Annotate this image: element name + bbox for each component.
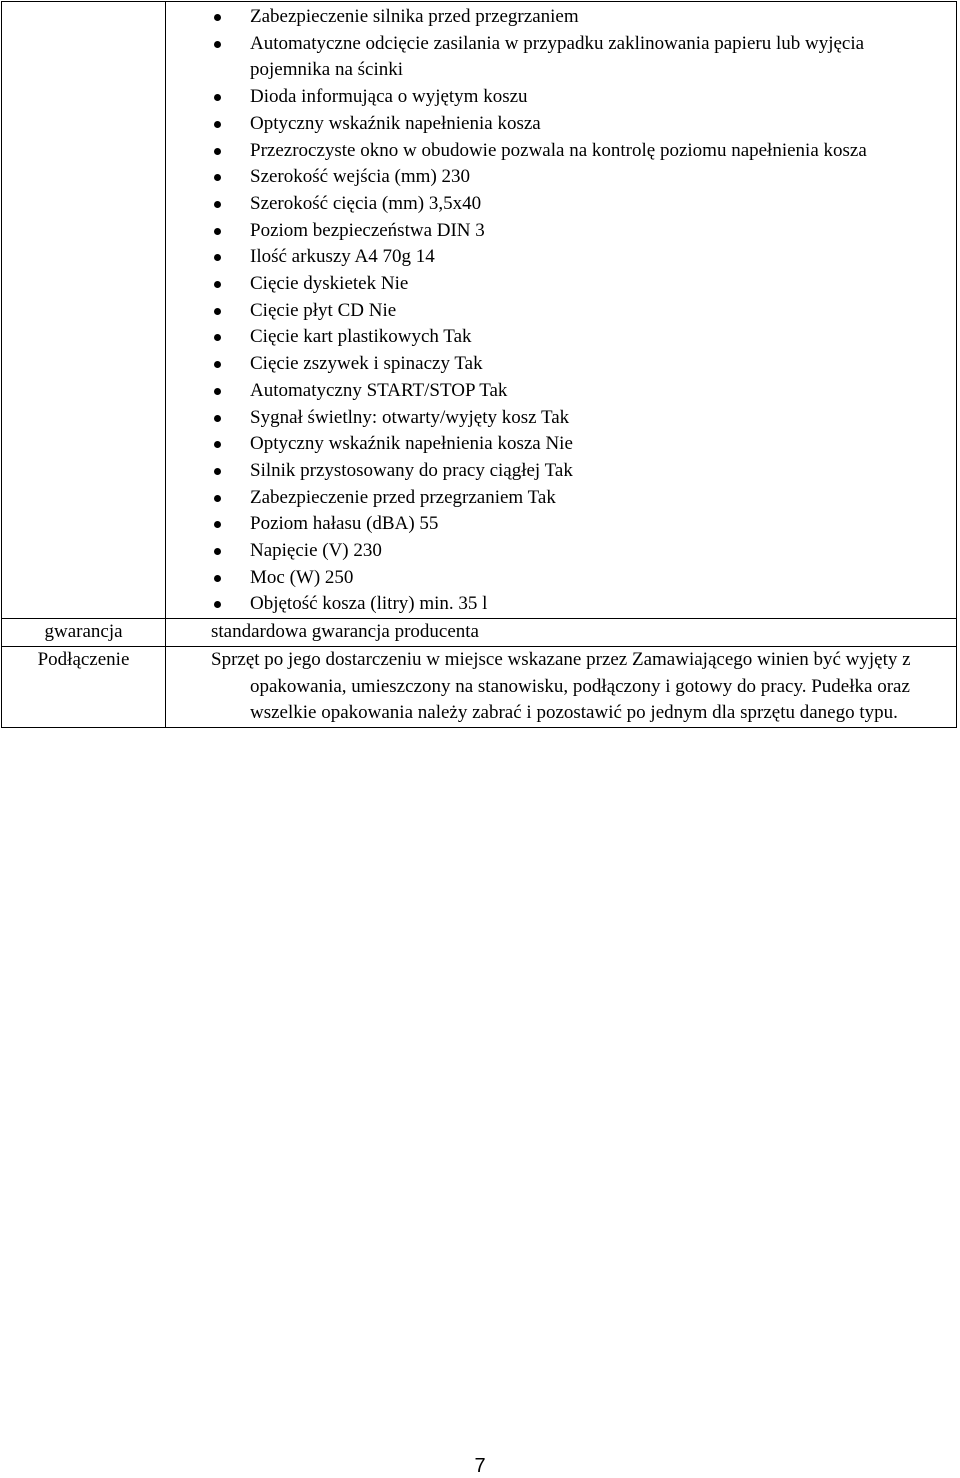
bullet-icon: [214, 148, 221, 155]
bullet-icon: [214, 281, 221, 288]
feature-text: Zabezpieczenie przed przegrzaniem Tak: [250, 486, 556, 508]
bullet-icon: [214, 601, 221, 608]
feature-list-item: [166, 31, 956, 84]
bullet-icon: [214, 121, 221, 128]
bullet-icon: [214, 41, 221, 48]
page-number: 7: [474, 1455, 486, 1477]
feature-list-item: [166, 191, 956, 218]
bullet-icon: [214, 201, 221, 208]
feature-text: Przezroczyste okno w obudowie pozwala na kontrolę poziomu napełnienia kosza: [250, 139, 867, 161]
feature-list-item: [166, 378, 956, 405]
feature-text: Automatyczny START/STOP Tak: [250, 379, 508, 401]
features-label-cell: [2, 2, 166, 619]
bullet-icon: [214, 308, 221, 315]
feature-list-item: [166, 164, 956, 191]
feature-text: Poziom bezpieczeństwa DIN 3: [250, 219, 485, 241]
feature-text: Cięcie dyskietek Nie: [250, 273, 409, 295]
connection-row: [2, 646, 957, 727]
bullet-icon: [214, 388, 221, 395]
bullet-icon: [214, 334, 221, 341]
feature-list-item: [166, 591, 956, 618]
bullet-icon: [214, 521, 221, 528]
features-row: [2, 2, 957, 619]
bullet-icon: [214, 468, 221, 475]
feature-list-item: [166, 351, 956, 378]
feature-list-item: [166, 458, 956, 485]
feature-list-item: [166, 218, 956, 245]
feature-list-item: [166, 298, 956, 325]
feature-text: Dioda informująca o wyjętym koszu: [250, 86, 528, 108]
feature-list: [166, 2, 956, 618]
bullet-icon: [214, 14, 221, 21]
connection-label: Podłączenie: [2, 646, 166, 727]
connection-value: Sprzęt po jego dostarczeniu w miejsce wskazane przez Zamawiającego winien być wyjęty z opakowania, umieszczony na stanowisku, podłączony i gotowy do pracy. Pudełka oraz wszelkie opakowania należy zabrać i pozostawić po jednym dla sprzętu danego typu.: [211, 648, 911, 724]
bullet-icon: [214, 228, 221, 235]
feature-text: Automatyczne odcięcie zasilania w przypadku zaklinowania papieru lub wyjęcia pojemnika na ścinki: [250, 32, 865, 81]
feature-text: Silnik przystosowany do pracy ciągłej Tak: [250, 459, 573, 481]
feature-text: Napięcie (V) 230: [250, 540, 382, 562]
feature-text: Poziom hałasu (dBA) 55: [250, 513, 439, 535]
feature-list-item: [166, 538, 956, 565]
feature-text: Ilość arkuszy A4 70g 14: [250, 246, 435, 268]
bullet-icon: [214, 548, 221, 555]
feature-text: Cięcie zszywek i spinaczy Tak: [250, 353, 483, 375]
feature-text: Optyczny wskaźnik napełnienia kosza: [250, 112, 541, 134]
bullet-icon: [214, 94, 221, 101]
bullet-icon: [214, 495, 221, 502]
feature-list-item: [166, 565, 956, 592]
warranty-value: standardowa gwarancja producenta: [211, 621, 479, 643]
feature-text: Optyczny wskaźnik napełnienia kosza Nie: [250, 433, 573, 455]
warranty-row: [2, 619, 957, 647]
features-value-cell: [166, 2, 957, 619]
bullet-icon: [214, 441, 221, 448]
connection-value-cell: [166, 646, 957, 727]
feature-text: Szerokość cięcia (mm) 3,5x40: [250, 192, 482, 214]
feature-text: Cięcie kart plastikowych Tak: [250, 326, 472, 348]
feature-list-item: [166, 244, 956, 271]
bullet-icon: [214, 254, 221, 261]
feature-list-item: [166, 511, 956, 538]
feature-list-item: [166, 485, 956, 512]
feature-text: Zabezpieczenie silnika przed przegrzaniem: [250, 6, 579, 27]
feature-list-item: [166, 84, 956, 111]
feature-text: Objętość kosza (litry) min. 35 l: [250, 593, 488, 615]
bullet-icon: [214, 361, 221, 368]
bullet-icon: [214, 174, 221, 181]
bullet-icon: [214, 415, 221, 422]
feature-list-item: [166, 4, 956, 31]
feature-text: Sygnał świetlny: otwarty/wyjęty kosz Tak: [250, 406, 570, 428]
specification-table: [1, 1, 957, 728]
warranty-label: gwarancja: [2, 619, 166, 647]
feature-list-item: [166, 111, 956, 138]
warranty-value-cell: [166, 619, 957, 647]
feature-list-item: [166, 324, 956, 351]
bullet-icon: [214, 575, 221, 582]
feature-list-item: [166, 271, 956, 298]
feature-text: Cięcie płyt CD Nie: [250, 299, 397, 321]
feature-text: Szerokość wejścia (mm) 230: [250, 166, 471, 188]
feature-list-item: [166, 138, 956, 165]
feature-list-item: [166, 405, 956, 432]
feature-text: Moc (W) 250: [250, 566, 354, 588]
feature-list-item: [166, 431, 956, 458]
